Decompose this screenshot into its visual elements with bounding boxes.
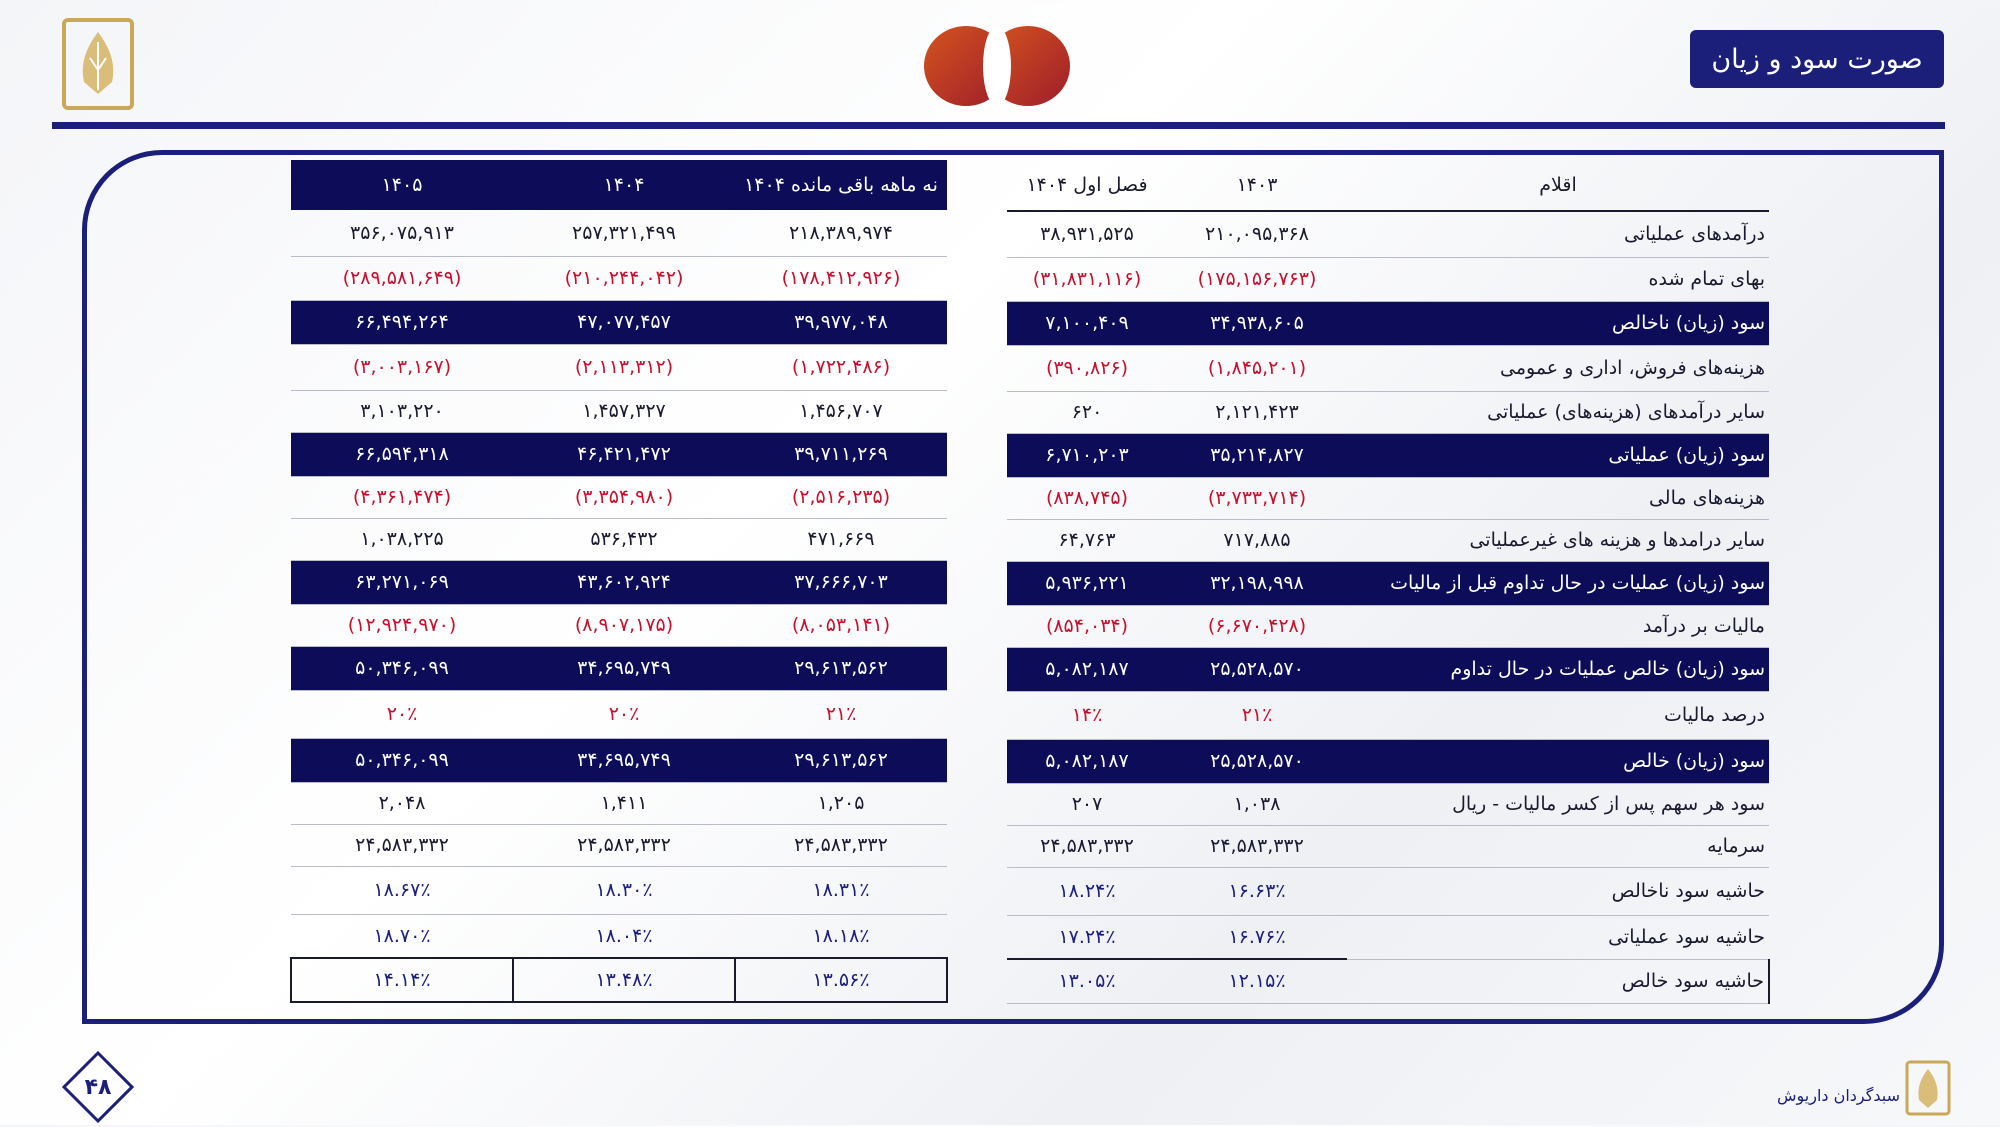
value-cell: ۲۱٪	[1167, 691, 1347, 739]
value-cell: ۲۱٪	[735, 690, 947, 738]
value-cell: ۶۶,۵۹۴,۳۱۸	[291, 432, 513, 476]
forecast-table	[290, 160, 948, 1003]
table-row	[1007, 477, 1769, 519]
header-cell: اقلام	[1347, 160, 1769, 211]
table-row	[291, 604, 947, 646]
value-cell: ۱,۴۵۶,۷۰۷	[735, 390, 947, 432]
value-cell: ۳,۱۰۳,۲۲۰	[291, 390, 513, 432]
value-cell: (۲۸۹,۵۸۱,۶۴۹)	[291, 256, 513, 300]
value-cell: ۲۴,۵۸۳,۳۳۲	[1007, 825, 1167, 867]
row-label: درآمدهای عملیاتی	[1347, 211, 1769, 257]
value-cell: ۲۴,۵۸۳,۳۳۲	[513, 824, 735, 866]
table-row	[291, 518, 947, 560]
value-cell: (۱,۸۴۵,۲۰۱)	[1167, 345, 1347, 391]
table-row	[291, 914, 947, 958]
value-cell: ۱۸.۰۴٪	[513, 914, 735, 958]
value-cell: ۱۶.۷۶٪	[1167, 915, 1347, 959]
table-row	[291, 256, 947, 300]
value-cell: (۸,۰۵۳,۱۴۱)	[735, 604, 947, 646]
value-cell: (۲۱۰,۲۴۴,۰۴۲)	[513, 256, 735, 300]
row-label: سود (زیان) عملیات در حال تداوم قبل از مالیات	[1347, 561, 1769, 605]
table-row	[1007, 867, 1769, 915]
value-cell: ۲۱۸,۳۸۹,۹۷۴	[735, 210, 947, 256]
value-cell: ۳۵,۲۱۴,۸۲۷	[1167, 433, 1347, 477]
value-cell: ۱۶.۶۳٪	[1167, 867, 1347, 915]
table-row	[291, 560, 947, 604]
table-row	[1007, 433, 1769, 477]
value-cell: ۴۷,۰۷۷,۴۵۷	[513, 300, 735, 344]
row-label: حاشیه سود عملیاتی	[1347, 915, 1769, 959]
value-cell: ۲۴,۵۸۳,۳۳۲	[735, 824, 947, 866]
value-cell: (۸۵۴,۰۳۴)	[1007, 605, 1167, 647]
value-cell: ۳۹,۹۷۷,۰۴۸	[735, 300, 947, 344]
table-row	[1007, 959, 1769, 1003]
value-cell: (۶,۶۷۰,۴۲۸)	[1167, 605, 1347, 647]
value-cell: (۴,۳۶۱,۴۷۴)	[291, 476, 513, 518]
value-cell: ۳۲,۱۹۸,۹۹۸	[1167, 561, 1347, 605]
value-cell: ۶۳,۲۷۱,۰۶۹	[291, 560, 513, 604]
value-cell: (۳,۷۳۳,۷۱۴)	[1167, 477, 1347, 519]
table-row	[291, 782, 947, 824]
row-label: سود (زیان) خالص	[1347, 739, 1769, 783]
value-cell: ۶۴,۷۶۳	[1007, 519, 1167, 561]
row-label: هزینه‌های مالی	[1347, 477, 1769, 519]
page-number-badge	[62, 1051, 134, 1123]
table-row	[1007, 257, 1769, 301]
table-row	[1007, 915, 1769, 959]
value-cell: ۵۰,۳۴۶,۰۹۹	[291, 738, 513, 782]
value-cell: ۲,۱۲۱,۴۲۳	[1167, 391, 1347, 433]
value-cell: ۵,۹۳۶,۲۲۱	[1007, 561, 1167, 605]
row-label: سود هر سهم پس از کسر مالیات - ریال	[1347, 783, 1769, 825]
table-row	[291, 476, 947, 518]
page-number: ۴۸	[84, 1074, 112, 1100]
value-cell: ۱۳.۰۵٪	[1007, 959, 1167, 1003]
table-row	[1007, 211, 1769, 257]
value-cell: (۳,۰۰۳,۱۶۷)	[291, 344, 513, 390]
value-cell: (۳۹۰,۸۲۶)	[1007, 345, 1167, 391]
value-cell: ۱,۴۱۱	[513, 782, 735, 824]
company-logo-icon	[62, 18, 134, 110]
table-row	[1007, 519, 1769, 561]
value-cell: ۵۰,۳۴۶,۰۹۹	[291, 646, 513, 690]
brand-name: سبدگردان داریوش	[1776, 1086, 1900, 1105]
value-cell: ۳۵۶,۰۷۵,۹۱۳	[291, 210, 513, 256]
table-row	[291, 866, 947, 914]
row-label: سایر درامدها و هزینه های غیرعملیاتی	[1347, 519, 1769, 561]
company-logo-small-icon	[1905, 1060, 1951, 1116]
value-cell: ۲۰٪	[513, 690, 735, 738]
value-cell: ۱,۲۰۵	[735, 782, 947, 824]
table-row	[1007, 739, 1769, 783]
row-label: درصد مالیات	[1347, 691, 1769, 739]
table-row	[1007, 345, 1769, 391]
value-cell: ۱۸.۷۰٪	[291, 914, 513, 958]
value-cell: ۲۹,۶۱۳,۵۶۲	[735, 738, 947, 782]
value-cell: ۱۳.۵۶٪	[735, 958, 947, 1002]
header-divider	[52, 122, 1945, 129]
value-cell: ۴۳,۶۰۲,۹۲۴	[513, 560, 735, 604]
value-cell: ۳۷,۶۶۶,۷۰۳	[735, 560, 947, 604]
row-label: سایر درآمدهای (هزینه‌های) عملیاتی	[1347, 391, 1769, 433]
header-cell: ۱۴۰۳	[1167, 160, 1347, 211]
value-cell: ۱۴.۱۴٪	[291, 958, 513, 1002]
row-label: بهای تمام شده	[1347, 257, 1769, 301]
value-cell: (۸۳۸,۷۴۵)	[1007, 477, 1167, 519]
value-cell: ۱۸.۳۱٪	[735, 866, 947, 914]
forecast-table-header	[291, 160, 947, 210]
value-cell: ۱,۰۳۸	[1167, 783, 1347, 825]
table-row	[291, 390, 947, 432]
value-cell: (۱,۷۲۲,۴۸۶)	[735, 344, 947, 390]
value-cell: ۱,۰۳۸,۲۲۵	[291, 518, 513, 560]
table-row	[1007, 391, 1769, 433]
header-cell: نه ماهه باقی مانده ۱۴۰۴	[735, 160, 947, 210]
value-cell: (۱۲,۹۲۴,۹۷۰)	[291, 604, 513, 646]
value-cell: (۳,۳۵۴,۹۸۰)	[513, 476, 735, 518]
value-cell: ۱۲.۱۵٪	[1167, 959, 1347, 1003]
value-cell: ۲,۰۴۸	[291, 782, 513, 824]
table-row	[291, 738, 947, 782]
table-row	[291, 300, 947, 344]
table-row	[1007, 825, 1769, 867]
slide-title: صورت سود و زیان	[1690, 30, 1944, 88]
row-label: مالیات بر درآمد	[1347, 605, 1769, 647]
value-cell: ۱۸.۲۴٪	[1007, 867, 1167, 915]
value-cell: ۱۴٪	[1007, 691, 1167, 739]
value-cell: ۴۶,۴۲۱,۴۷۲	[513, 432, 735, 476]
table-row	[1007, 647, 1769, 691]
value-cell: ۱,۴۵۷,۳۲۷	[513, 390, 735, 432]
value-cell: ۵۳۶,۴۳۲	[513, 518, 735, 560]
row-label: سود (زیان) عملیاتی	[1347, 433, 1769, 477]
value-cell: ۳۴,۹۳۸,۶۰۵	[1167, 301, 1347, 345]
value-cell: (۱۷۸,۴۱۲,۹۲۶)	[735, 256, 947, 300]
value-cell: ۲۵۷,۳۲۱,۴۹۹	[513, 210, 735, 256]
table-row	[291, 958, 947, 1002]
table-row	[1007, 301, 1769, 345]
table-row	[291, 646, 947, 690]
value-cell: ۷,۱۰۰,۴۰۹	[1007, 301, 1167, 345]
value-cell: ۱۸.۳۰٪	[513, 866, 735, 914]
value-cell: ۱۷.۲۴٪	[1007, 915, 1167, 959]
row-label: سود (زیان) ناخالص	[1347, 301, 1769, 345]
value-cell: ۶,۷۱۰,۲۰۳	[1007, 433, 1167, 477]
table-row	[1007, 691, 1769, 739]
value-cell: (۸,۹۰۷,۱۷۵)	[513, 604, 735, 646]
value-cell: ۲۰٪	[291, 690, 513, 738]
table-row	[291, 432, 947, 476]
value-cell: ۶۲۰	[1007, 391, 1167, 433]
row-label: حاشیه سود خالص	[1347, 959, 1769, 1003]
value-cell: ۵,۰۸۲,۱۸۷	[1007, 739, 1167, 783]
value-cell: ۳۴,۶۹۵,۷۴۹	[513, 646, 735, 690]
value-cell: ۴۷۱,۶۶۹	[735, 518, 947, 560]
value-cell: ۷۱۷,۸۸۵	[1167, 519, 1347, 561]
value-cell: ۱۸.۶۷٪	[291, 866, 513, 914]
value-cell: ۳۹,۷۱۱,۲۶۹	[735, 432, 947, 476]
value-cell: ۱۳.۴۸٪	[513, 958, 735, 1002]
actuals-table-header	[1007, 160, 1769, 211]
header-cell: ۱۴۰۵	[291, 160, 513, 210]
header-cell: فصل اول ۱۴۰۴	[1007, 160, 1167, 211]
value-cell: ۶۶,۴۹۴,۲۶۴	[291, 300, 513, 344]
row-label: سود (زیان) خالص عملیات در حال تداوم	[1347, 647, 1769, 691]
value-cell: ۲۱۰,۰۹۵,۳۶۸	[1167, 211, 1347, 257]
value-cell: ۲۰۷	[1007, 783, 1167, 825]
table-row	[1007, 605, 1769, 647]
table-row	[1007, 561, 1769, 605]
actuals-table	[1007, 160, 1770, 1004]
value-cell: (۲,۱۱۳,۳۱۲)	[513, 344, 735, 390]
value-cell: ۵,۰۸۲,۱۸۷	[1007, 647, 1167, 691]
value-cell: ۲۴,۵۸۳,۳۳۲	[1167, 825, 1347, 867]
table-row	[1007, 783, 1769, 825]
value-cell: ۲۵,۵۲۸,۵۷۰	[1167, 647, 1347, 691]
value-cell: ۳۸,۹۳۱,۵۲۵	[1007, 211, 1167, 257]
value-cell: ۱۸.۱۸٪	[735, 914, 947, 958]
value-cell: ۲۴,۵۸۳,۳۳۲	[291, 824, 513, 866]
value-cell: (۳۱,۸۳۱,۱۱۶)	[1007, 257, 1167, 301]
value-cell: (۲,۵۱۶,۲۳۵)	[735, 476, 947, 518]
brand-circles-logo-icon	[918, 24, 1076, 108]
value-cell: ۲۹,۶۱۳,۵۶۲	[735, 646, 947, 690]
table-row	[291, 210, 947, 256]
table-row	[291, 824, 947, 866]
value-cell: ۲۵,۵۲۸,۵۷۰	[1167, 739, 1347, 783]
header-cell: ۱۴۰۴	[513, 160, 735, 210]
row-label: سرمایه	[1347, 825, 1769, 867]
value-cell: (۱۷۵,۱۵۶,۷۶۳)	[1167, 257, 1347, 301]
table-row	[291, 344, 947, 390]
value-cell: ۳۴,۶۹۵,۷۴۹	[513, 738, 735, 782]
row-label: هزینه‌های فروش، اداری و عمومی	[1347, 345, 1769, 391]
table-row	[291, 690, 947, 738]
row-label: حاشیه سود ناخالص	[1347, 867, 1769, 915]
